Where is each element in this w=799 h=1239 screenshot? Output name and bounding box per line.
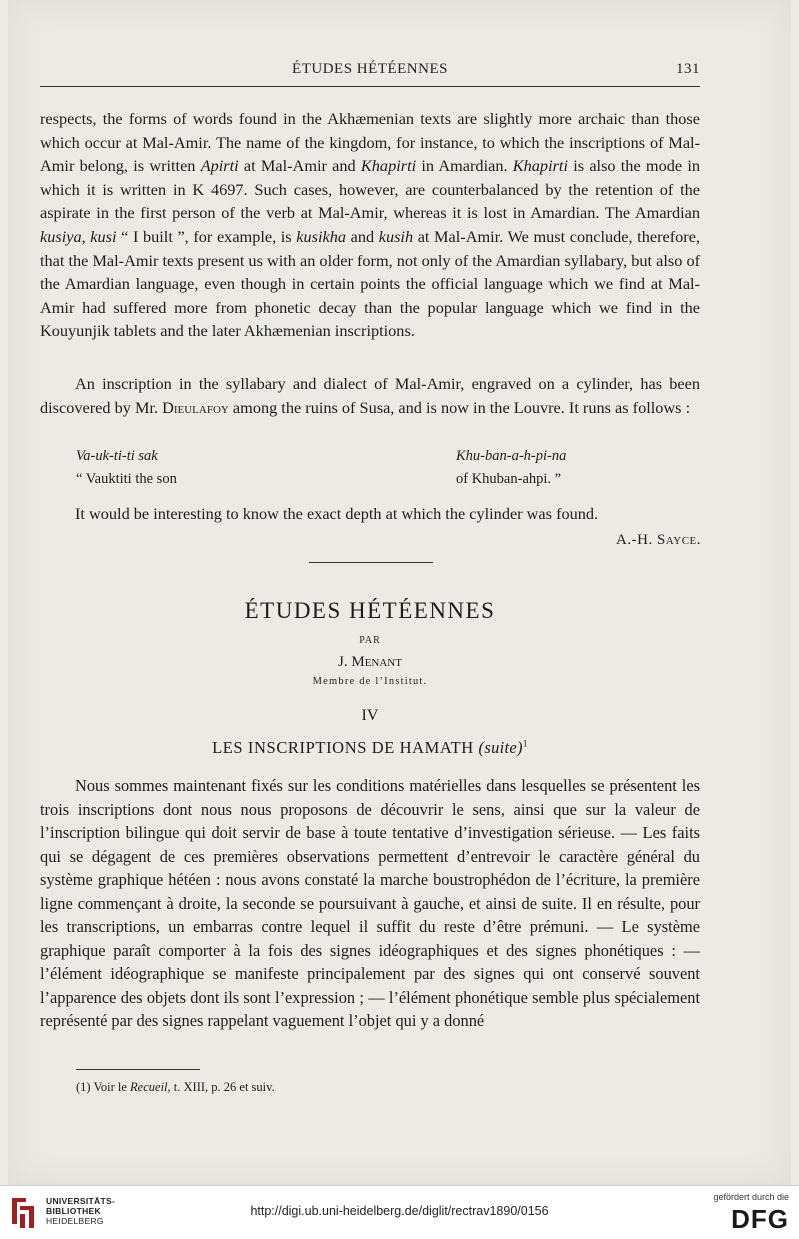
section-heading: LES INSCRIPTIONS DE HAMATH (suite)$^1$: [212, 738, 528, 757]
paragraph-4: [40, 774, 700, 1033]
library-name-line-2: BIBLIOTHEK: [46, 1206, 101, 1216]
author-affiliation: Membre de l’Institut.: [312, 676, 428, 687]
inscription-translation-right: of Khuban-ahpi. ”: [456, 471, 562, 487]
library-name-line-1: UNIVERSITÄTS-: [46, 1196, 116, 1206]
header-rule: [40, 86, 700, 87]
article-separator: [309, 562, 433, 563]
digitization-footer: [0, 1185, 799, 1239]
paragraph-1-text: respects, the forms of words found in the Akhæmenian texts are slightly more archaic than those which occur at Mal-Amir. The name of the kingdom, for instance, to which the inscriptions of Mal-Amir belong, is written Apirti at Mal-Amir and Khapirti in Amardian. Khapirti is also the mode in which it is written in K 4697. Such cases, however, are counterbalanced by the retention of the aspirate in the first person of the verb at Mal-Amir, whereas it is lost in Amardian. The Amardian kusiya, kusi “ I built ”, for example, is kusikha and kusih at Mal-Amir. We must conclude, therefore, that the Mal-Amir texts present us with an older form, not only of the Amardian syllabary, but also of the Amardian language, even though in certain points the official language which we find at Mal-Amir had suffered more from phonetic decay than the popular language which we find in the Kouyunjik tablets and the later Akhæmenian inscriptions.: [40, 109, 701, 341]
article-title: ÉTUDES HÉTÉENNES: [244, 598, 496, 623]
permalink-url[interactable]: http://digi.ub.uni-heidelberg.de/diglit/rectrav1890/0156: [250, 1204, 549, 1218]
by-line: PAR: [359, 635, 381, 646]
paragraph-3: [40, 502, 700, 526]
paragraph-3-text: It would be interesting to know the exact depth at which the cylinder was found.: [75, 504, 599, 523]
author: J. Menant: [338, 654, 402, 670]
running-title: ÉTUDES HÉTÉENNES: [292, 61, 448, 77]
library-name-line-3: HEIDELBERG: [46, 1216, 104, 1226]
signature: A.-H. Sayce.: [616, 532, 701, 548]
inscription-transliteration-left: Va-uk-ti-ti sak: [76, 448, 158, 464]
footnote: (1) Voir le Recueil, t. XIII, p. 26 et suiv.: [76, 1080, 275, 1094]
inscription-transliteration-right: Khu-ban-a-h-pi-na: [456, 448, 567, 464]
inscription-translation-left: “ Vauktiti the son: [76, 471, 177, 487]
inscription-block: [76, 445, 686, 493]
dfg-logo: DFG: [731, 1204, 789, 1234]
paragraph-2-text: An inscription in the syllabary and dialect of Mal-Amir, engraved on a cylinder, has been discovered by Mr. Dieulafoy among the ruins of Susa, and is now in the Louvre. It runs as follows :: [40, 374, 700, 417]
funded-by-text: gefördert durch die: [713, 1192, 789, 1202]
part-number: IV: [361, 707, 379, 724]
running-head: [40, 61, 700, 83]
paragraph-4-text: Nous sommes maintenant fixés sur les conditions matérielles dans lesquelles se présentent les trois inscriptions dont nous nous proposons de découvrir le sens, ainsi que sur la valeur de l’inscription bilingue qui doit servir de base à toute tentative d’investigation sérieuse. — Les faits qui se dégagent de ces premières observations permettent d’entrevoir le caractère général du système graphique hétéen : nous avons constaté la marche boustrophédon de l’écriture, la première ligne commençant à droite, la seconde se poursuivant à gauche, et ainsi de suite. Il en résulte, pour les transcriptions, un embarras contre lequel il suffit du reste d’être prémuni. — Le système graphique paraît comporter à la fois des signes idéographiques et des signes phonétiques : — l’élément idéographique se manifeste principalement par des signes qui ont conservé souvent l’apparence des objets dont ils sont l’expression ; — l’élément phonétique semble plus spécialement représenté par des signes rappelant vaguement l’objet qui y a donné: [40, 776, 700, 1030]
paragraph-1: [40, 107, 700, 343]
paragraph-2: [40, 372, 700, 419]
footnote-rule: [76, 1069, 200, 1070]
page-number: 131: [676, 61, 700, 77]
